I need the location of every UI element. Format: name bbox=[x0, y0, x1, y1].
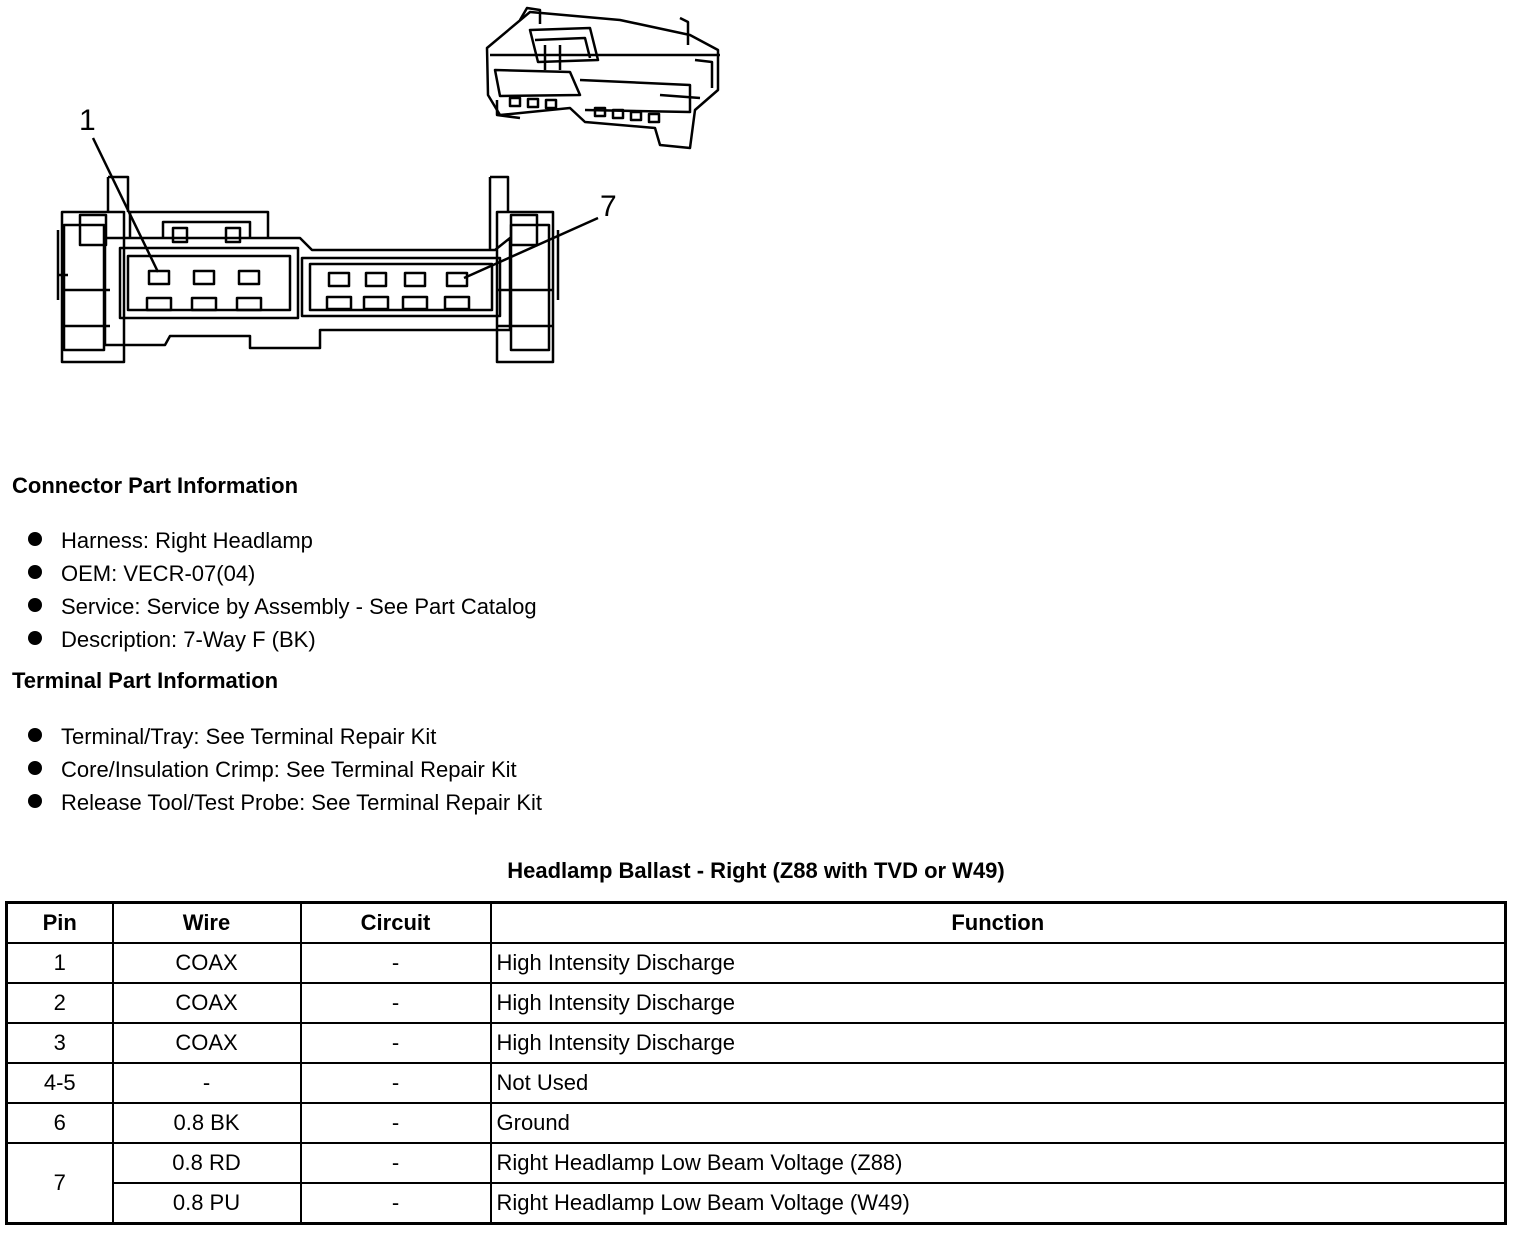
cell-circuit: - bbox=[301, 1063, 491, 1103]
list-item: OEM: VECR-07(04) bbox=[28, 560, 537, 593]
table-row bbox=[7, 1063, 1506, 1103]
list-item: Harness: Right Headlamp bbox=[28, 527, 537, 560]
cell-wire: COAX bbox=[113, 983, 301, 1023]
cell-function: High Intensity Discharge bbox=[491, 983, 1506, 1023]
cell-circuit: - bbox=[301, 943, 491, 983]
callout-label-1: 1 bbox=[79, 104, 96, 137]
cell-function: Right Headlamp Low Beam Voltage (Z88) bbox=[491, 1143, 1506, 1183]
table-row bbox=[7, 1183, 1506, 1224]
cell-circuit: - bbox=[301, 983, 491, 1023]
cell-pin: 2 bbox=[7, 983, 113, 1023]
cell-wire: COAX bbox=[113, 943, 301, 983]
table-row bbox=[7, 1143, 1506, 1183]
terminal-info-title: Terminal Part Information bbox=[12, 668, 279, 693]
callout-leader-7 bbox=[464, 218, 598, 278]
table-row bbox=[7, 1023, 1506, 1063]
cell-circuit: - bbox=[301, 1023, 491, 1063]
connector-diagram bbox=[0, 0, 760, 420]
cell-wire: - bbox=[113, 1063, 301, 1103]
table-row bbox=[7, 1103, 1506, 1143]
cell-function: Right Headlamp Low Beam Voltage (W49) bbox=[491, 1183, 1506, 1224]
bullet-icon bbox=[28, 532, 42, 546]
header-function: Function bbox=[491, 903, 1506, 944]
pinout-table bbox=[5, 901, 1507, 1225]
cell-function: Not Used bbox=[491, 1063, 1506, 1103]
cell-wire: 0.8 PU bbox=[113, 1183, 301, 1224]
cell-wire: 0.8 BK bbox=[113, 1103, 301, 1143]
cell-circuit: - bbox=[301, 1143, 491, 1183]
table-row bbox=[7, 943, 1506, 983]
cell-pin: 3 bbox=[7, 1023, 113, 1063]
header-pin: Pin bbox=[7, 903, 113, 944]
bullet-icon bbox=[28, 565, 42, 579]
callout-label-7: 7 bbox=[600, 190, 617, 223]
bullet-icon bbox=[28, 728, 42, 742]
header-circuit: Circuit bbox=[301, 903, 491, 944]
cell-wire: COAX bbox=[113, 1023, 301, 1063]
header-wire: Wire bbox=[113, 903, 301, 944]
bullet-icon bbox=[28, 761, 42, 775]
cell-function: Ground bbox=[491, 1103, 1506, 1143]
cell-pin: 6 bbox=[7, 1103, 113, 1143]
cell-circuit: - bbox=[301, 1183, 491, 1224]
connector-front-view bbox=[58, 138, 598, 362]
cell-pin: 7 bbox=[7, 1143, 113, 1224]
bullet-icon bbox=[28, 794, 42, 808]
table-caption: Headlamp Ballast - Right (Z88 with TVD or W49) bbox=[507, 858, 1005, 883]
bullet-icon bbox=[28, 631, 42, 645]
cell-pin: 4-5 bbox=[7, 1063, 113, 1103]
cell-wire: 0.8 RD bbox=[113, 1143, 301, 1183]
list-item: Release Tool/Test Probe: See Terminal Repair Kit bbox=[28, 789, 542, 822]
list-item: Terminal/Tray: See Terminal Repair Kit bbox=[28, 723, 542, 756]
table-row bbox=[7, 983, 1506, 1023]
connector-info-title: Connector Part Information bbox=[12, 473, 299, 498]
table-header-row bbox=[7, 903, 1506, 944]
cell-function: High Intensity Discharge bbox=[491, 1023, 1506, 1063]
cell-pin: 1 bbox=[7, 943, 113, 983]
list-item: Service: Service by Assembly - See Part Catalog bbox=[28, 593, 537, 626]
list-item: Description: 7-Way F (BK) bbox=[28, 626, 537, 659]
connector-isometric-view bbox=[487, 8, 720, 148]
terminal-info-list bbox=[28, 723, 542, 822]
list-item: Core/Insulation Crimp: See Terminal Repair Kit bbox=[28, 756, 542, 789]
cell-circuit: - bbox=[301, 1103, 491, 1143]
connector-info-list bbox=[28, 527, 537, 659]
cell-function: High Intensity Discharge bbox=[491, 943, 1506, 983]
bullet-icon bbox=[28, 598, 42, 612]
